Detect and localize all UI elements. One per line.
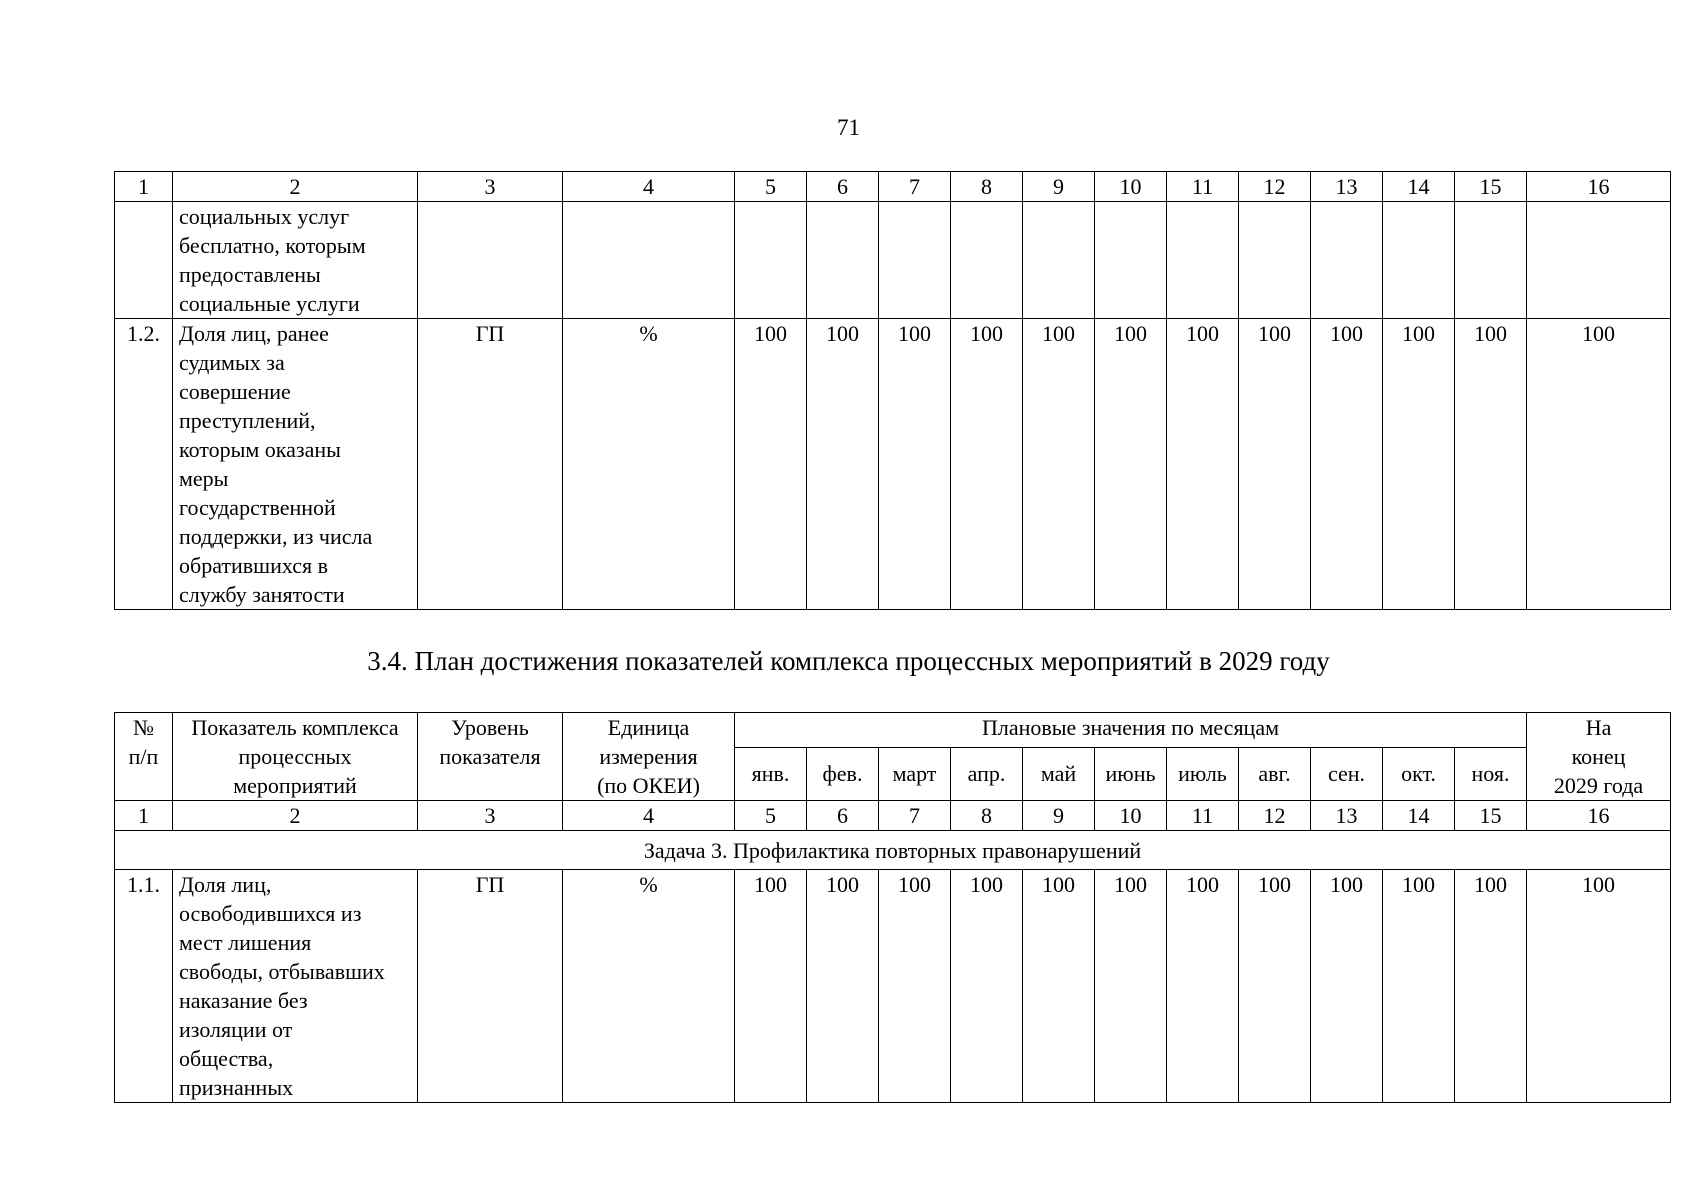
header-month: янв. (735, 748, 807, 801)
table-row (115, 870, 1671, 1103)
column-number: 2 (173, 172, 418, 202)
value-cell: 100 (1455, 870, 1527, 1103)
column-number: 4 (563, 172, 735, 202)
column-number-row (115, 801, 1671, 831)
column-number: 6 (807, 172, 879, 202)
header-unit: Единица измерения (по ОКЕИ) (563, 713, 735, 801)
column-number: 5 (735, 172, 807, 202)
header-month: окт. (1383, 748, 1455, 801)
value-cell: 100 (735, 870, 807, 1103)
column-number: 11 (1167, 172, 1239, 202)
indicator-unit: % (563, 319, 735, 610)
column-number: 10 (1095, 172, 1167, 202)
header-row (115, 713, 1671, 748)
row-number: 1.2. (115, 319, 173, 610)
column-number: 8 (951, 801, 1023, 831)
page-number: 71 (837, 115, 860, 140)
value-cell: 100 (1023, 319, 1095, 610)
value-cell: 100 (735, 319, 807, 610)
column-number: 14 (1383, 172, 1455, 202)
header-month: май (1023, 748, 1095, 801)
value-cell: 100 (1095, 870, 1167, 1103)
value-cell: 100 (951, 870, 1023, 1103)
column-number: 1 (115, 801, 173, 831)
value-cell: 100 (1311, 319, 1383, 610)
task-row (115, 831, 1671, 870)
value-cell: 100 (1383, 870, 1455, 1103)
table-row (115, 319, 1671, 610)
header-month: фев. (807, 748, 879, 801)
column-number: 3 (418, 172, 563, 202)
header-month: сен. (1311, 748, 1383, 801)
value-cell: 100 (879, 870, 951, 1103)
header-month: июль (1167, 748, 1239, 801)
value-cell: 100 (807, 870, 879, 1103)
value-cell: 100 (1095, 319, 1167, 610)
value-cell: 100 (951, 319, 1023, 610)
header-month: июнь (1095, 748, 1167, 801)
value-cell: 100 (1239, 870, 1311, 1103)
column-number: 8 (951, 172, 1023, 202)
header-month: апр. (951, 748, 1023, 801)
table-row-continuation (115, 202, 1671, 319)
header-month: ноя. (1455, 748, 1527, 801)
indicator-level: ГП (418, 319, 563, 610)
column-number-row (115, 172, 1671, 202)
header-planned-values: Плановые значения по месяцам (735, 713, 1527, 748)
indicator-name: Доля лиц, освободившихся из мест лишения свободы, отбывавших наказание без изоляции от общества, признанных (173, 870, 418, 1103)
indicator-table-continued (114, 171, 1671, 610)
value-cell: 100 (879, 319, 951, 610)
task-title: Задача 3. Профилактика повторных правонарушений (115, 831, 1671, 870)
header-level: Уровень показателя (418, 713, 563, 801)
value-cell: 100 (1455, 319, 1527, 610)
column-number: 7 (879, 172, 951, 202)
header-end-of-year: На конец 2029 года (1527, 713, 1671, 801)
header-month: март (879, 748, 951, 801)
column-number: 15 (1455, 172, 1527, 202)
header-indicator: Показатель комплекса процессных мероприятий (173, 713, 418, 801)
column-number: 16 (1527, 801, 1671, 831)
column-number: 6 (807, 801, 879, 831)
column-number: 10 (1095, 801, 1167, 831)
column-number: 13 (1311, 172, 1383, 202)
value-cell: 100 (1311, 870, 1383, 1103)
value-cell: 100 (1527, 319, 1671, 610)
column-number: 4 (563, 801, 735, 831)
value-cell: 100 (1023, 870, 1095, 1103)
column-number: 11 (1167, 801, 1239, 831)
header-num: № п/п (115, 713, 173, 801)
value-cell: 100 (807, 319, 879, 610)
column-number: 2 (173, 801, 418, 831)
column-number: 7 (879, 801, 951, 831)
header-month: авг. (1239, 748, 1311, 801)
indicator-level: ГП (418, 870, 563, 1103)
column-number: 15 (1455, 801, 1527, 831)
indicator-name: Доля лиц, ранее судимых за совершение преступлений, которым оказаны меры государственной поддержки, из числа обратившихся в службу занятости (173, 319, 418, 610)
value-cell: 100 (1527, 870, 1671, 1103)
row-number: 1.1. (115, 870, 173, 1103)
column-number: 16 (1527, 172, 1671, 202)
column-number: 9 (1023, 172, 1095, 202)
indicator-plan-table (114, 712, 1671, 1103)
value-cell: 100 (1383, 319, 1455, 610)
section-heading: 3.4. План достижения показателей комплекса процессных мероприятий в 2029 году (367, 646, 1330, 676)
column-number: 1 (115, 172, 173, 202)
value-cell: 100 (1239, 319, 1311, 610)
column-number: 14 (1383, 801, 1455, 831)
column-number: 9 (1023, 801, 1095, 831)
value-cell: 100 (1167, 319, 1239, 610)
column-number: 12 (1239, 801, 1311, 831)
column-number: 13 (1311, 801, 1383, 831)
column-number: 5 (735, 801, 807, 831)
value-cell: 100 (1167, 870, 1239, 1103)
indicator-unit: % (563, 870, 735, 1103)
column-number: 12 (1239, 172, 1311, 202)
indicator-name-continuation: социальных услуг бесплатно, которым предоставлены социальные услуги (173, 202, 418, 319)
column-number: 3 (418, 801, 563, 831)
